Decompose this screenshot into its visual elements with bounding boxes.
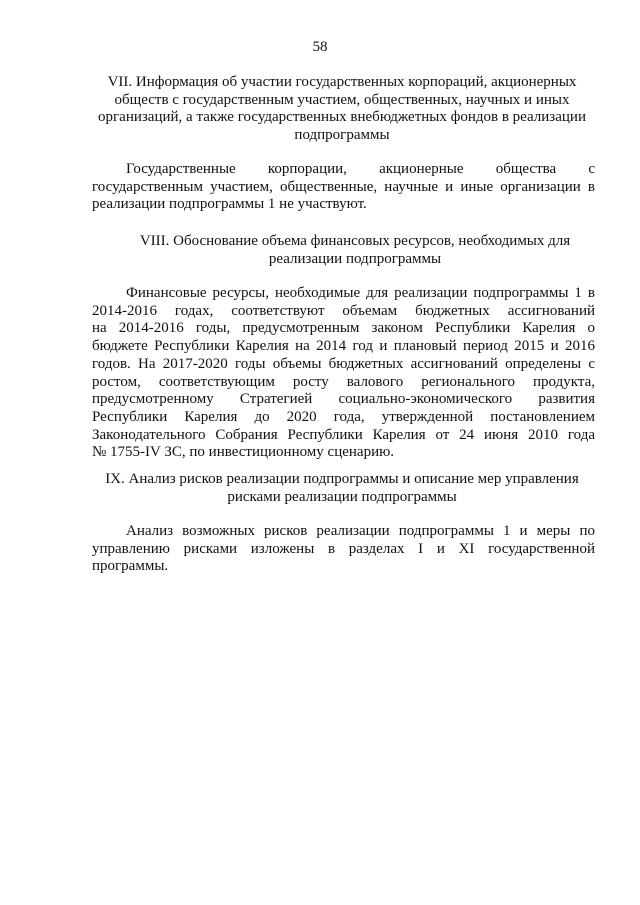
heading-line: обществ с государственным участием, общественных, научных и иных — [114, 91, 570, 108]
body-line: управлению рисками изложены в разделах I и XI государственной — [92, 540, 595, 557]
heading-line: рисками реализации подпрограммы — [227, 488, 457, 505]
body-line: государственным участием, общественные, научные и иные организации в — [92, 178, 595, 195]
body-line: программы. — [92, 558, 169, 575]
body-line: ростом, соответствующим росту валового регионального продукта, — [92, 373, 595, 390]
body-line: на 2014-2016 годы, предусмотренным законом Республики Карелия о — [92, 320, 595, 337]
section-8-heading — [110, 233, 600, 268]
body-line: 2014-2016 годах, соответствуют объемам бюджетных ассигнований — [92, 302, 595, 319]
section-7-body — [92, 161, 595, 214]
body-line: бюджете Республики Карелия на 2014 год и плановый период 2015 и 2016 — [92, 338, 595, 355]
body-line: годов. На 2017-2020 годы объемы бюджетных ассигнований определены с — [92, 355, 595, 372]
body-line: Законодательного Собрания Республики Карелия от 24 июня 2010 года — [92, 426, 595, 443]
body-line: предусмотренному Стратегией социально-экономического развития — [92, 391, 595, 408]
heading-line: VIII. Обоснование объема финансовых ресурсов, необходимых для — [139, 233, 571, 249]
body-line: Анализ возможных рисков реализации подпрограммы 1 и меры по — [126, 523, 595, 539]
body-line: № 1755-IV ЗС, по инвестиционному сценарию. — [92, 444, 395, 461]
body-line: Финансовые ресурсы, необходимые для реализации подпрограммы 1 в — [126, 285, 595, 301]
heading-line: VII. Информация об участии государственных корпораций, акционерных — [107, 74, 577, 90]
section-9-body — [92, 523, 595, 576]
heading-line: IX. Анализ рисков реализации подпрограммы и описание мер управления — [105, 471, 579, 487]
heading-line: реализации подпрограммы — [268, 250, 442, 267]
body-line: реализации подпрограммы 1 не участвуют. — [92, 196, 367, 213]
body-line: Государственные корпорации, акционерные общества с — [126, 161, 595, 177]
section-8-body — [92, 285, 595, 462]
body-line: Республики Карелия до 2020 года, утвержденной постановлением — [92, 408, 595, 425]
page-number: 58 — [312, 39, 328, 55]
section-9-heading — [92, 471, 592, 506]
section-7-heading — [92, 74, 592, 144]
heading-line: подпрограммы — [294, 126, 390, 143]
heading-line: организаций, а также государственных внебюджетных фондов в реализации — [98, 109, 586, 125]
